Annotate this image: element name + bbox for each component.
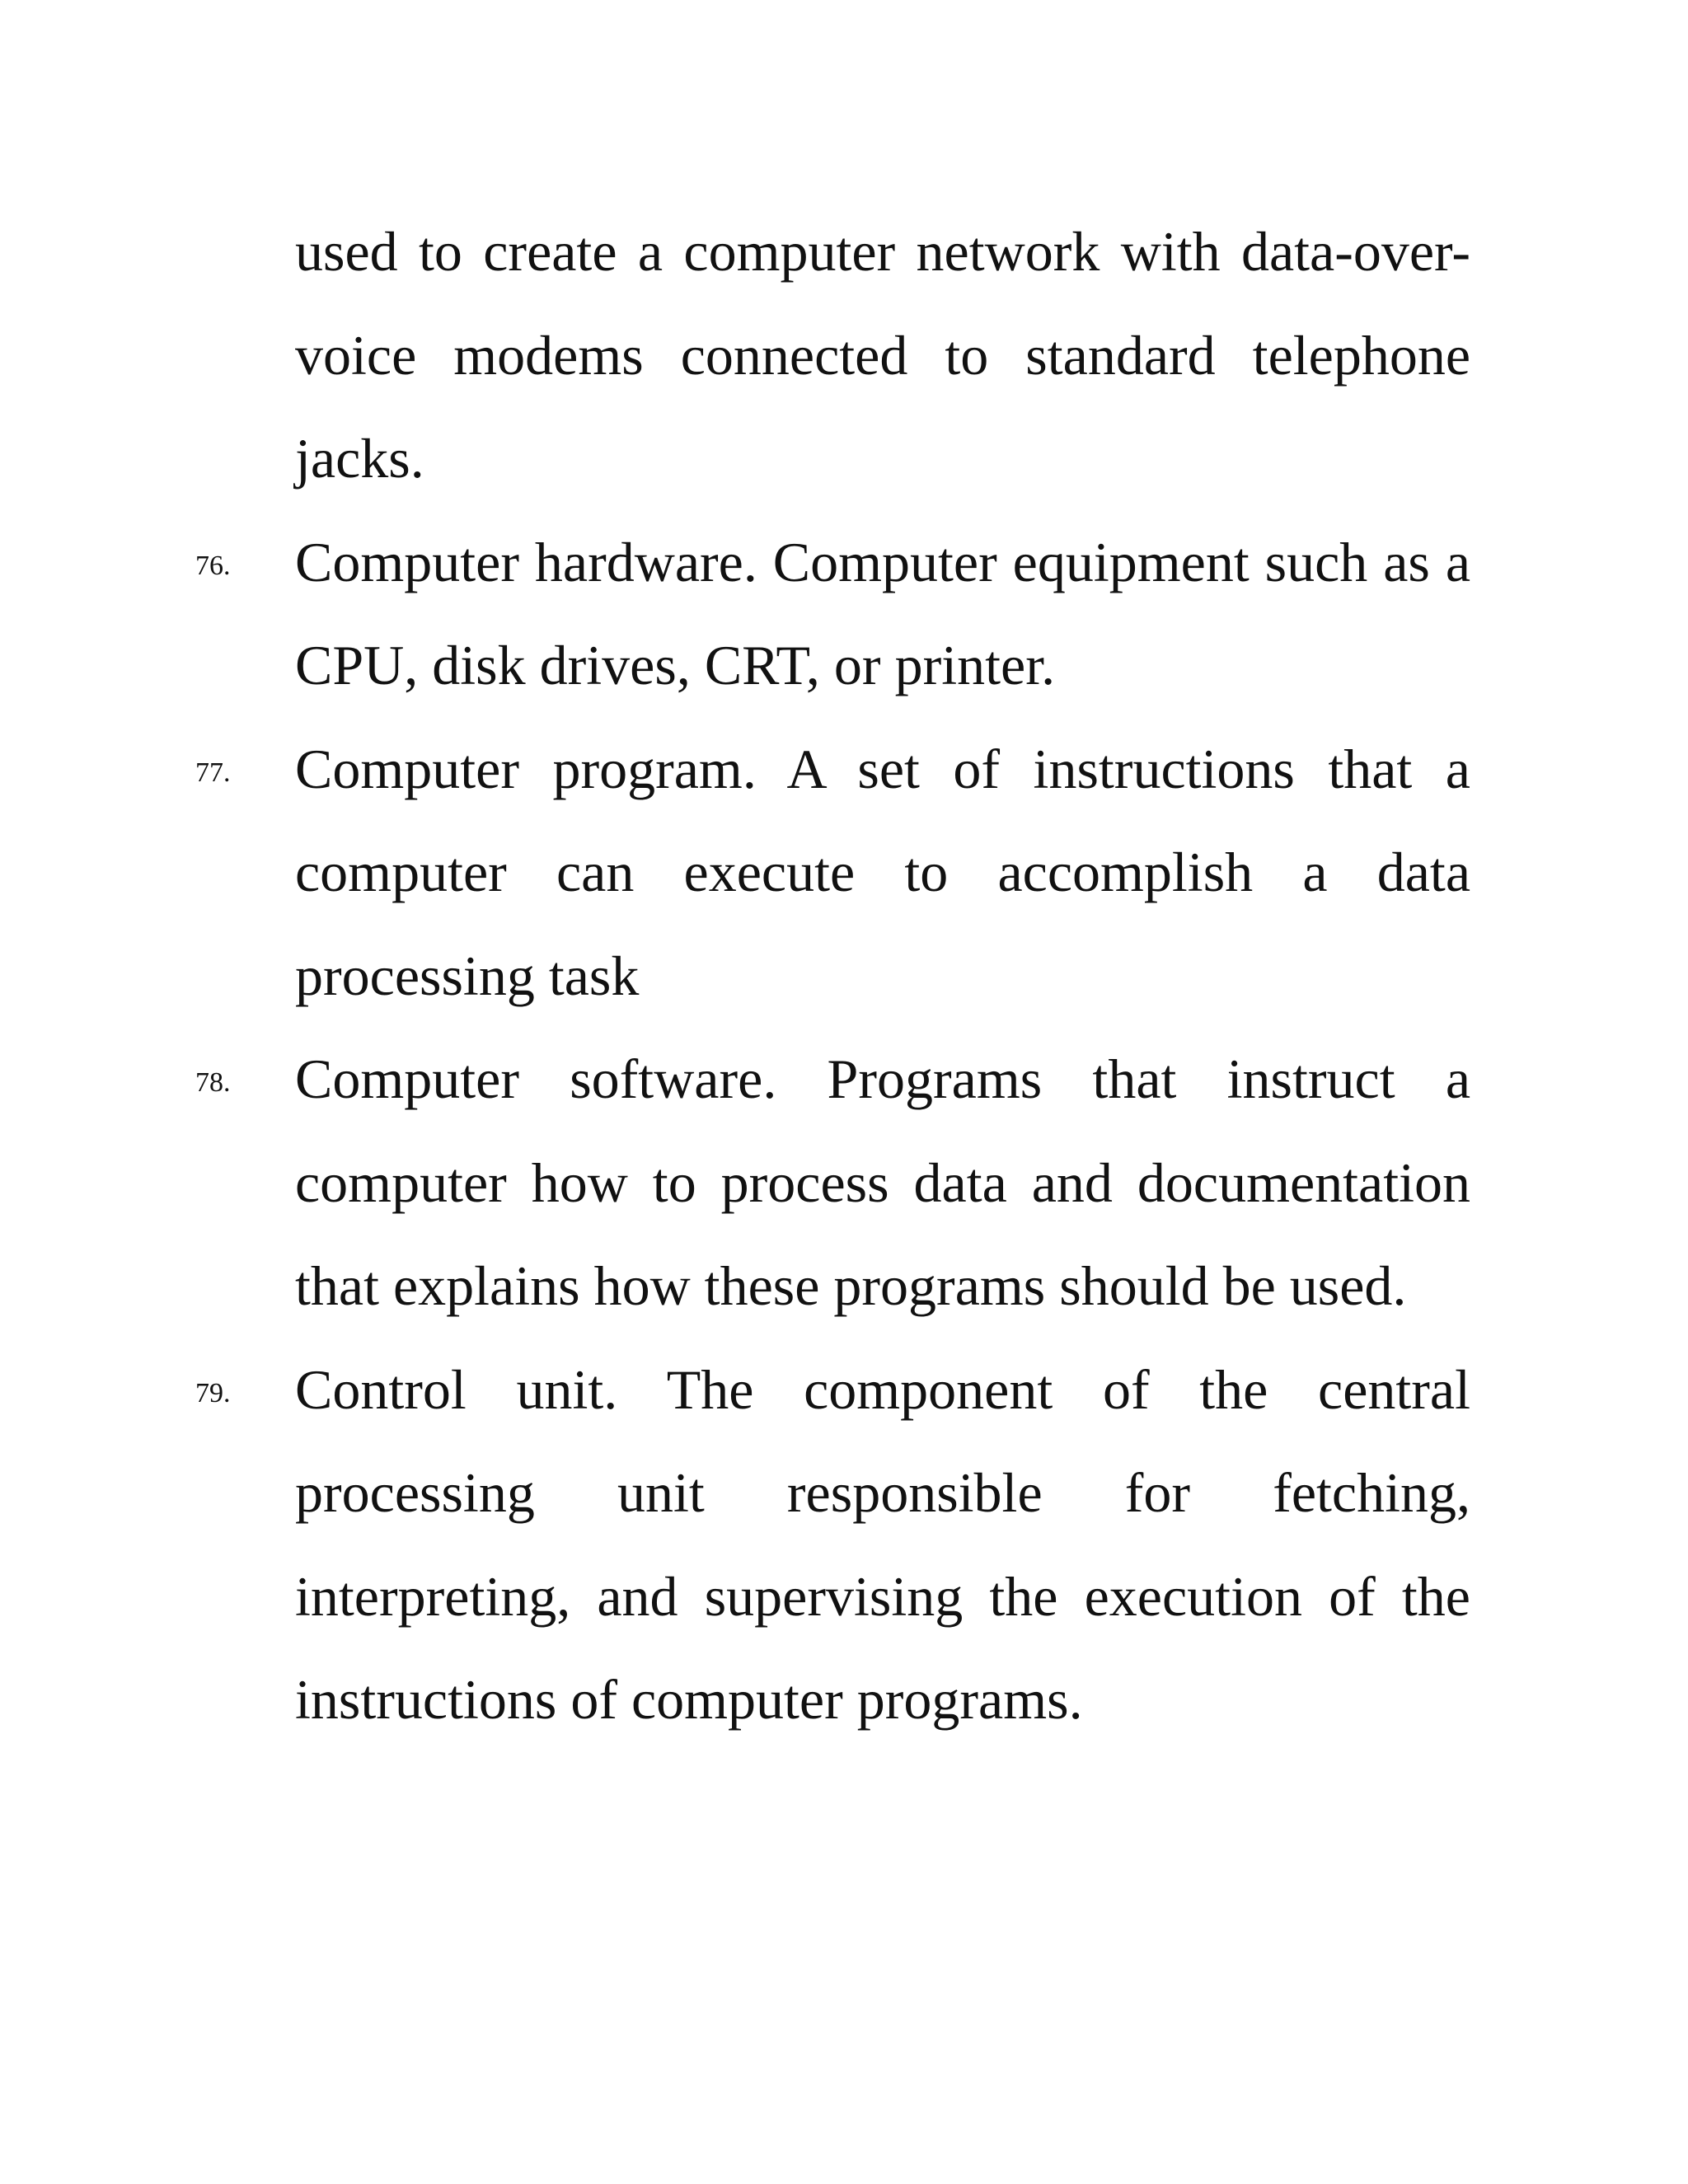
entry-number: 77. [195,757,231,788]
glossary-entry-79 [195,1338,1470,1752]
entry-text: Computer software. Programs that instruct a computer how to process data and documentation that explains how these programs should be used. [295,1047,1470,1317]
glossary-entry-continuation [295,200,1470,511]
glossary-entry-77 [195,718,1470,1029]
glossary-entry-78 [195,1028,1470,1338]
entry-text: used to create a computer network with data-over-voice modems connected to standard telephone jacks. [295,220,1470,490]
entry-text: Computer hardware. Computer equipment such as a CPU, disk drives, CRT, or printer. [295,530,1470,696]
entry-number: 79. [195,1377,231,1408]
glossary-list [195,200,1470,1752]
entry-text: Control unit. The component of the central processing unit responsible for fetching, interpreting, and supervising the execution of the instructions of computer programs. [295,1357,1470,1731]
entry-number: 76. [195,550,231,581]
glossary-entry-76 [195,511,1470,718]
entry-number: 78. [195,1067,231,1098]
entry-text: Computer program. A set of instructions that a computer can execute to accomplish a data processing task [295,737,1470,1007]
